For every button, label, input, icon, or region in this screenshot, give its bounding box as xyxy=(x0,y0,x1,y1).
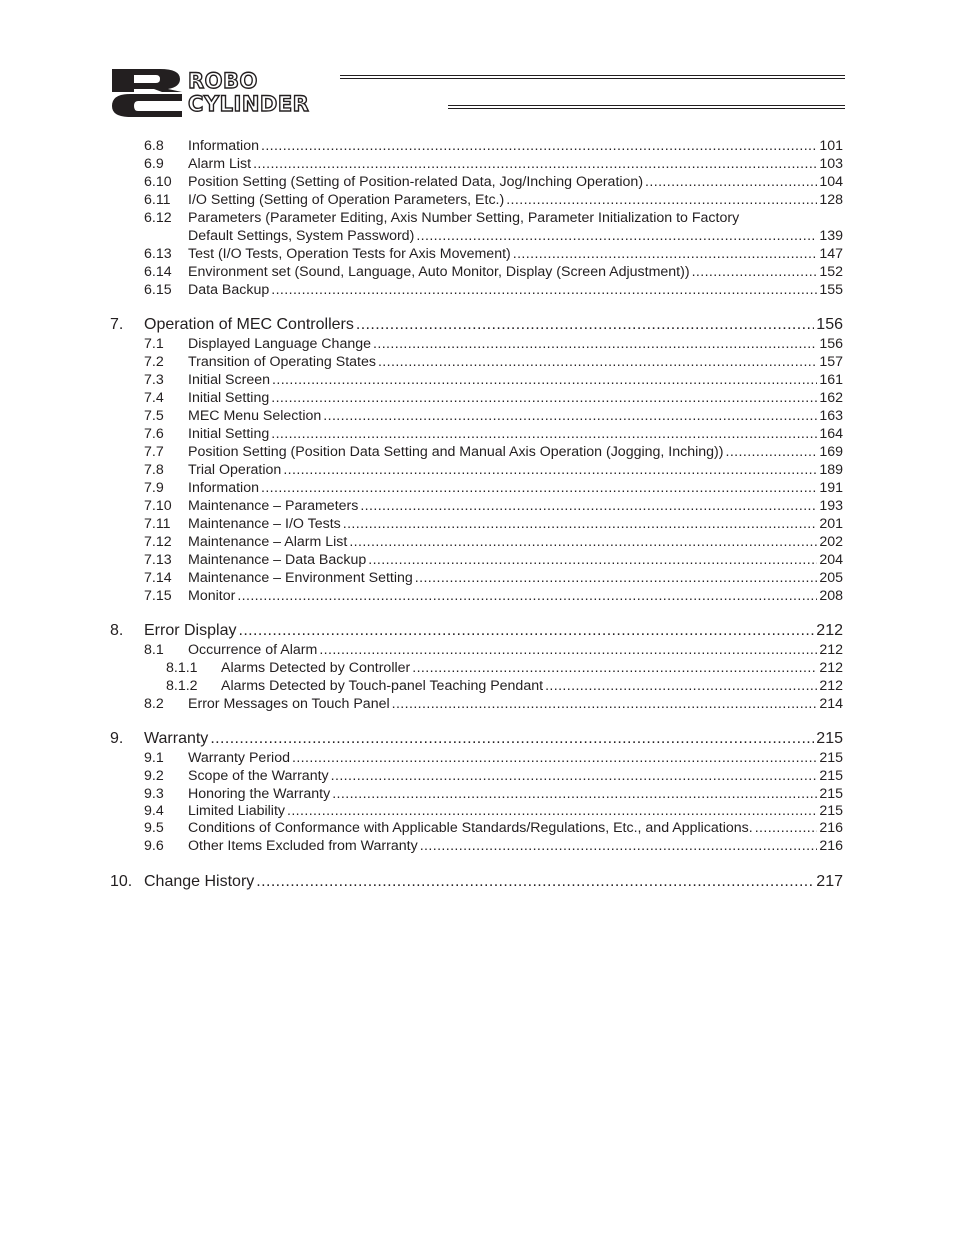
toc-entry-7-15[interactable] xyxy=(110,587,843,605)
toc-number: 6.15 xyxy=(144,282,172,298)
dot-leader xyxy=(292,749,817,767)
toc-number: 6.10 xyxy=(144,174,172,190)
toc-entry-9-1[interactable] xyxy=(110,749,843,767)
dot-leader xyxy=(392,695,818,713)
toc-title: Information xyxy=(188,480,259,496)
toc-number: 7.4 xyxy=(144,390,164,406)
toc-number: 6.12 xyxy=(144,210,172,226)
toc-title: Occurrence of Alarm xyxy=(188,642,318,658)
toc-number: 8.1.2 xyxy=(166,678,198,694)
toc-title: Displayed Language Change xyxy=(188,336,372,352)
toc-entry-7-7[interactable] xyxy=(110,443,843,461)
dot-leader xyxy=(416,227,817,245)
toc-title: Limited Liability xyxy=(188,803,285,819)
toc-entry-6-15[interactable] xyxy=(110,281,843,299)
toc-entry-7-1[interactable] xyxy=(110,335,843,353)
toc-title: Maintenance – I/O Tests xyxy=(188,516,341,532)
toc-entry-9-4[interactable] xyxy=(110,803,843,819)
robo-cylinder-logo xyxy=(110,68,845,120)
header-double-rule-bottom xyxy=(448,105,845,109)
toc-entry-6-13[interactable] xyxy=(110,245,843,263)
dot-leader xyxy=(272,371,817,389)
dot-leader xyxy=(349,533,817,551)
toc-title: Information xyxy=(188,138,259,154)
toc-number: 7.6 xyxy=(144,426,164,442)
toc-number: 7.5 xyxy=(144,408,164,424)
toc-page-number: 202 xyxy=(819,534,843,550)
toc-page-number: 212 xyxy=(819,678,843,694)
toc-chapter-8[interactable] xyxy=(110,621,843,641)
toc-title: Change History xyxy=(144,873,255,890)
toc-entry-8-1-1[interactable] xyxy=(110,659,843,677)
dot-leader xyxy=(378,353,817,371)
toc-page-number: 214 xyxy=(819,696,843,712)
toc-number: 7.9 xyxy=(144,480,164,496)
toc-number: 6.14 xyxy=(144,264,172,280)
toc-page-number: 212 xyxy=(816,622,843,639)
dot-leader xyxy=(319,641,817,659)
dot-leader xyxy=(253,155,817,173)
toc-entry-6-14[interactable] xyxy=(110,263,843,281)
toc-number: 7.15 xyxy=(144,588,172,604)
dot-leader xyxy=(238,621,814,641)
toc-title: Position Setting (Setting of Position-related Data, Jog/Inching Operation) xyxy=(188,174,644,190)
toc-title: Conditions of Conformance with Applicable Standards/Regulations, Etc., and Applications. xyxy=(188,820,753,836)
logo-text-robo: ROBO xyxy=(188,69,258,93)
toc-title: Environment set (Sound, Language, Auto Monitor, Display (Screen Adjustment)) xyxy=(188,264,690,280)
toc-page-number: 205 xyxy=(819,570,843,586)
toc-page-number: 156 xyxy=(819,336,843,352)
dot-leader xyxy=(261,479,817,497)
toc-page-number: 163 xyxy=(819,408,843,424)
toc-title: Alarms Detected by Controller xyxy=(221,660,411,676)
toc-number: 7.1 xyxy=(144,336,164,352)
toc-entry-7-11[interactable] xyxy=(110,515,843,533)
toc-entry-7-5[interactable] xyxy=(110,407,843,425)
toc-title: Initial Setting xyxy=(188,426,270,442)
toc-page-number: 103 xyxy=(819,156,843,172)
toc-number: 7.8 xyxy=(144,462,164,478)
toc-chapter-9[interactable] xyxy=(110,729,843,749)
toc-title: I/O Setting (Setting of Operation Parameters, Etc.) xyxy=(188,192,505,208)
toc-entry-7-2[interactable] xyxy=(110,353,843,371)
toc-number: 6.11 xyxy=(144,192,171,208)
toc-entry-8-1[interactable] xyxy=(110,641,843,659)
toc-page-number: 215 xyxy=(816,730,843,747)
toc-title: Initial Setting xyxy=(188,390,270,406)
dot-leader xyxy=(692,263,818,281)
toc-page-number: 162 xyxy=(819,390,843,406)
toc-title: Monitor xyxy=(188,588,236,604)
toc-number: 8. xyxy=(110,622,124,639)
toc-entry-9-2[interactable] xyxy=(110,767,843,785)
toc-number: 9.1 xyxy=(144,750,164,766)
toc-entry-7-9[interactable] xyxy=(110,479,843,497)
toc-page-number: 191 xyxy=(819,480,843,496)
toc-page-number: 201 xyxy=(819,516,843,532)
toc-page-number: 215 xyxy=(819,786,843,802)
toc-entry-8-1-2[interactable] xyxy=(110,677,843,695)
toc-entry-6-10[interactable] xyxy=(110,173,843,191)
dot-leader xyxy=(271,389,817,407)
toc-number: 7. xyxy=(110,316,124,333)
toc-page-number: 101 xyxy=(819,138,843,154)
toc-number: 7.12 xyxy=(144,534,172,550)
toc-entry-9-6[interactable] xyxy=(110,837,843,855)
dot-leader xyxy=(373,335,817,353)
dot-leader xyxy=(343,515,818,533)
dot-leader xyxy=(356,315,814,335)
toc-page-number: 155 xyxy=(819,282,843,298)
dot-leader xyxy=(726,443,818,461)
toc-entry-7-4[interactable] xyxy=(110,389,843,407)
dot-leader xyxy=(545,677,817,695)
toc-number: 8.1 xyxy=(144,642,164,658)
toc-page-number: 161 xyxy=(819,372,843,388)
toc-title: Honoring the Warranty xyxy=(188,786,331,802)
dot-leader xyxy=(256,872,814,892)
toc-number: 6.9 xyxy=(144,156,164,172)
dot-leader xyxy=(331,767,818,785)
toc-page-number: 156 xyxy=(816,316,843,333)
toc-title: Position Setting (Position Data Setting and Manual Axis Operation (Jogging, Inching)) xyxy=(188,444,724,460)
dot-leader xyxy=(271,425,817,443)
toc-page-number: 128 xyxy=(819,192,843,208)
header-double-rule-top xyxy=(340,75,845,79)
dot-leader xyxy=(261,137,817,155)
toc-page-number: 139 xyxy=(819,228,843,244)
toc-number: 7.14 xyxy=(144,570,172,586)
toc-page-number: 215 xyxy=(819,768,843,784)
toc-entry-6-9[interactable] xyxy=(110,155,843,173)
toc-number: 7.11 xyxy=(144,516,171,532)
toc-title: Transition of Operating States xyxy=(188,354,376,370)
dot-leader xyxy=(210,729,814,749)
toc-entry-6-11[interactable] xyxy=(110,191,843,209)
toc-page-number: 208 xyxy=(819,588,843,604)
toc-entry-6-12[interactable] xyxy=(110,209,843,227)
toc-page-number: 215 xyxy=(819,803,843,819)
dot-leader xyxy=(645,173,817,191)
toc-title: Alarm List xyxy=(188,156,252,172)
toc-title: Other Items Excluded from Warranty xyxy=(188,838,418,854)
toc-number: 7.2 xyxy=(144,354,164,370)
toc-page-number: 189 xyxy=(819,462,843,478)
toc-number: 9.6 xyxy=(144,838,164,854)
toc-title: Maintenance – Parameters xyxy=(188,498,359,514)
toc-number: 9. xyxy=(110,730,124,747)
toc-title: Trial Operation xyxy=(188,462,282,478)
toc-page-number: 152 xyxy=(819,264,843,280)
toc-title: Maintenance – Alarm List xyxy=(188,534,348,550)
toc-page-number: 193 xyxy=(819,498,843,514)
dot-leader xyxy=(271,281,817,299)
toc-title: Warranty xyxy=(144,730,209,747)
toc-page-number: 147 xyxy=(819,246,843,262)
toc-entry-9-5[interactable] xyxy=(110,819,843,837)
toc-title: Scope of the Warranty xyxy=(188,768,329,784)
toc-page-number: 216 xyxy=(819,820,843,836)
toc-number: 6.8 xyxy=(144,138,164,154)
toc-page-number: 157 xyxy=(819,354,843,370)
toc-entry-7-10[interactable] xyxy=(110,497,843,515)
toc-page-number: 169 xyxy=(819,444,843,460)
toc-page-number: 204 xyxy=(819,552,843,568)
toc-title: Warranty Period xyxy=(188,750,290,766)
toc-page-number: 164 xyxy=(819,426,843,442)
toc-page-number: 212 xyxy=(819,660,843,676)
toc-title: Error Messages on Touch Panel xyxy=(188,696,390,712)
table-of-contents xyxy=(110,137,843,892)
toc-entry-7-8[interactable] xyxy=(110,461,843,479)
toc-entry-9-3[interactable] xyxy=(110,785,843,803)
dot-leader xyxy=(283,461,817,479)
toc-entry-6-8[interactable] xyxy=(110,137,843,155)
toc-number: 8.1.1 xyxy=(166,660,198,676)
toc-number: 9.5 xyxy=(144,820,164,836)
dot-leader xyxy=(412,659,817,677)
toc-page-number: 217 xyxy=(816,873,843,890)
toc-title: Error Display xyxy=(144,622,237,639)
dot-leader xyxy=(420,837,818,855)
toc-entry-8-2[interactable] xyxy=(110,695,843,713)
toc-number: 9.2 xyxy=(144,768,164,784)
toc-number: 7.7 xyxy=(144,444,164,460)
toc-number: 7.10 xyxy=(144,498,172,514)
dot-leader xyxy=(237,587,817,605)
toc-number: 7.3 xyxy=(144,372,164,388)
toc-chapter-10[interactable] xyxy=(110,872,843,892)
toc-page-number: 104 xyxy=(819,174,843,190)
toc-number: 9.4 xyxy=(144,803,164,819)
toc-chapter-7[interactable] xyxy=(110,315,843,335)
toc-page-number: 215 xyxy=(819,750,843,766)
toc-entry-7-14[interactable] xyxy=(110,569,843,587)
dot-leader xyxy=(332,785,817,803)
dot-leader xyxy=(368,551,817,569)
toc-title: Data Backup xyxy=(188,282,270,298)
toc-title: Maintenance – Environment Setting xyxy=(188,570,413,586)
toc-title: Operation of MEC Controllers xyxy=(144,316,354,333)
toc-entry-7-13[interactable] xyxy=(110,551,843,569)
toc-title-line-1: Parameters (Parameter Editing, Axis Number Setting, Parameter Initialization to Factory xyxy=(188,210,740,226)
toc-page-number: 216 xyxy=(819,838,843,854)
toc-number: 9.3 xyxy=(144,786,164,802)
dot-leader xyxy=(415,569,818,587)
dot-leader xyxy=(513,245,818,263)
dot-leader xyxy=(755,819,818,837)
toc-title: Initial Screen xyxy=(188,372,271,388)
toc-entry-7-6[interactable] xyxy=(110,425,843,443)
toc-number: 10. xyxy=(110,873,133,890)
toc-entry-7-3[interactable] xyxy=(110,371,843,389)
toc-title: Test (I/O Tests, Operation Tests for Axis Movement) xyxy=(188,246,511,262)
toc-number: 6.13 xyxy=(144,246,172,262)
dot-leader xyxy=(287,803,817,819)
dot-leader xyxy=(506,191,817,209)
toc-title: Maintenance – Data Backup xyxy=(188,552,367,568)
toc-page-number: 212 xyxy=(819,642,843,658)
dot-leader xyxy=(323,407,817,425)
toc-number: 8.2 xyxy=(144,696,164,712)
logo-text-cylinder: CYLINDER xyxy=(188,92,310,116)
toc-entry-7-12[interactable] xyxy=(110,533,843,551)
toc-title-line-2: Default Settings, System Password) xyxy=(188,228,415,244)
toc-entry-6-12-continued[interactable] xyxy=(110,227,843,245)
toc-title: MEC Menu Selection xyxy=(188,408,322,424)
toc-number: 7.13 xyxy=(144,552,172,568)
dot-leader xyxy=(360,497,817,515)
rc-logo-mark-icon xyxy=(110,68,184,118)
toc-title: Alarms Detected by Touch-panel Teaching Pendant xyxy=(221,678,544,694)
